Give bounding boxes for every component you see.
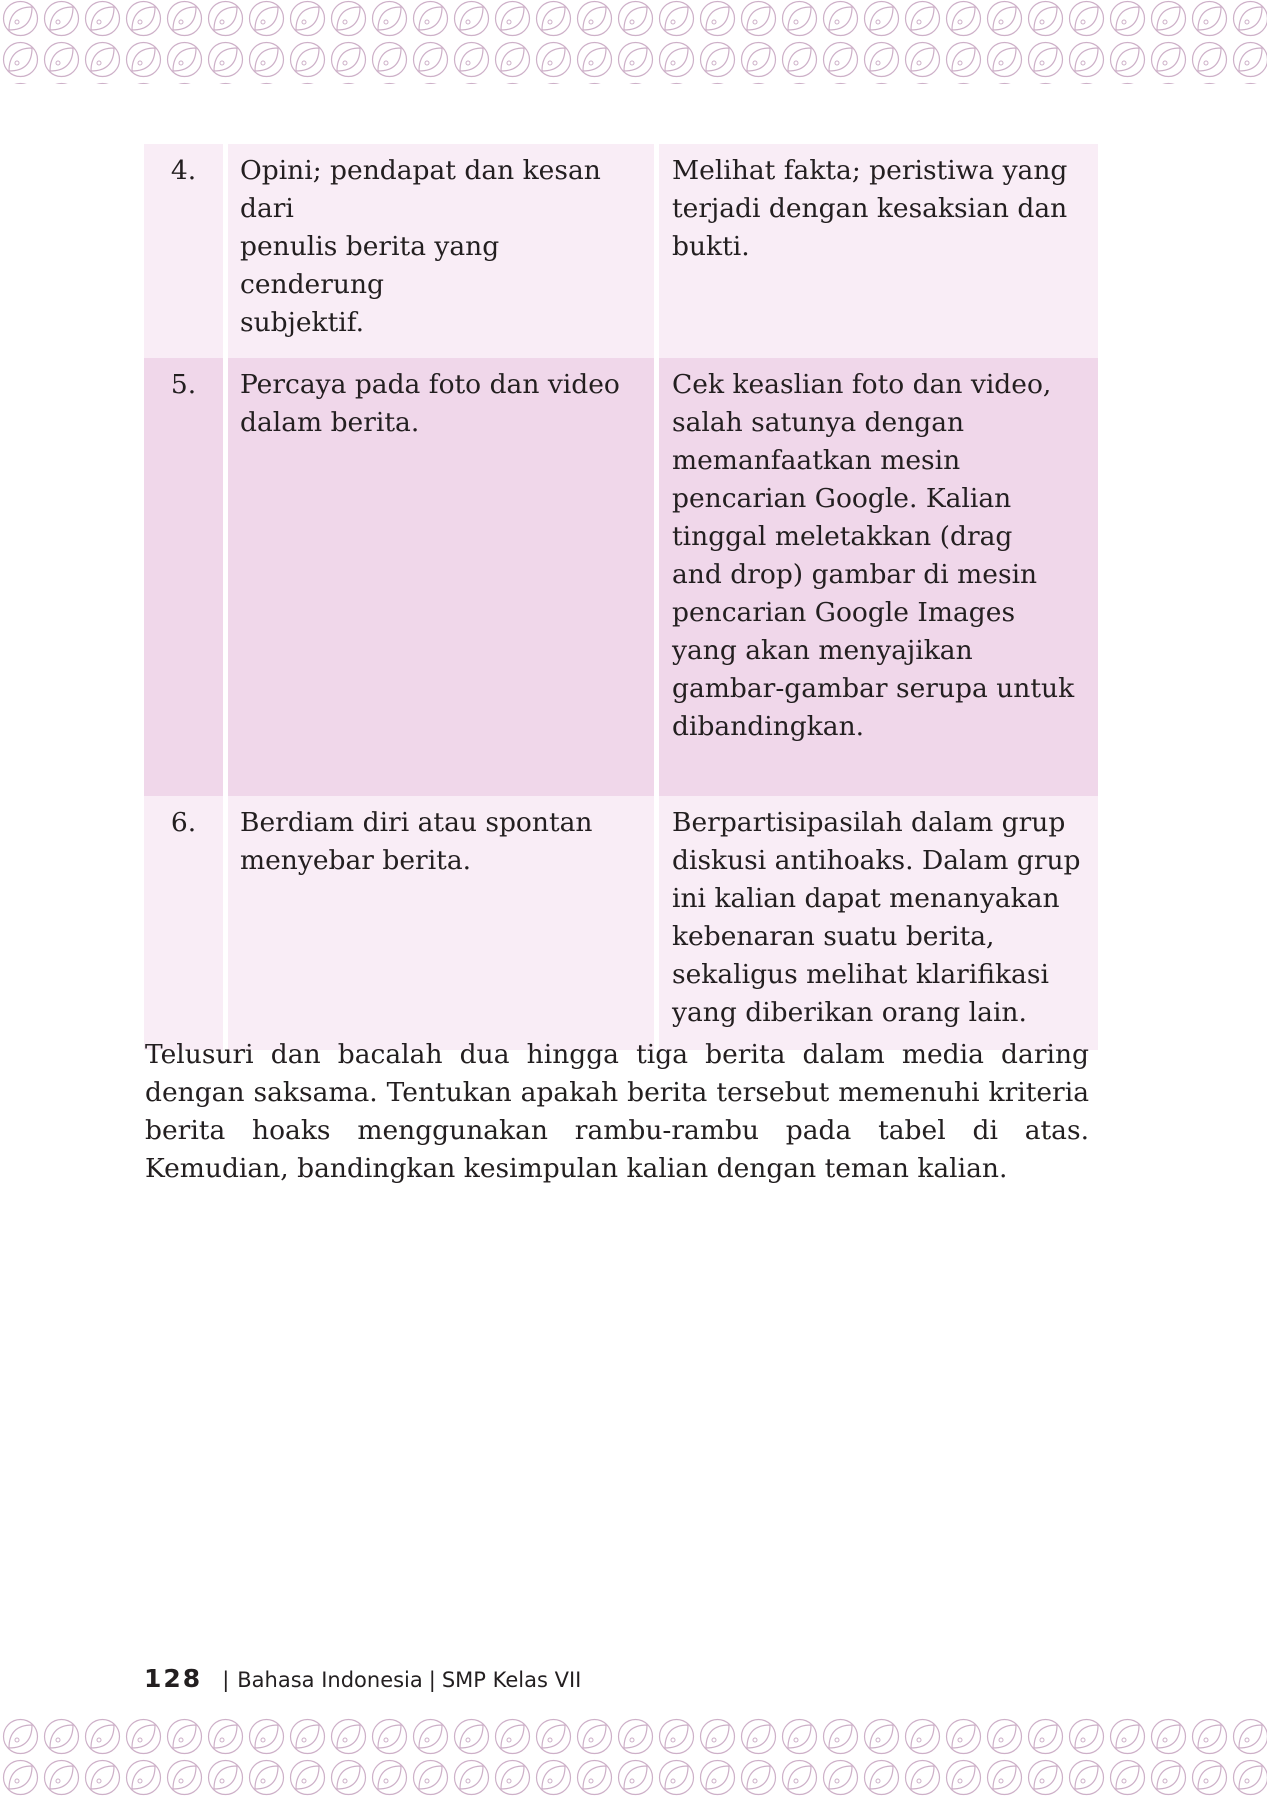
footer-separator: |: [222, 1668, 230, 1692]
decorative-pattern-top: [0, 0, 1267, 84]
footer-separator: |: [428, 1668, 436, 1692]
row-number: 6.: [144, 796, 228, 1050]
verification-cell: Cek keaslian foto dan video, salah satunya dengan memanfaatkan mesin pencarian Google. Kalian tinggal meletakkan (drag and drop) gambar di mesin pencarian Google Images yang akan menyajikan gambar-gambar serupa untuk dibandingkan.: [659, 358, 1098, 796]
instruction-paragraph: Telusuri dan bacalah dua hingga tiga berita dalam media daring dengan saksama. Tentukan apakah berita tersebut memenuhi kriteria berita hoaks menggunakan rambu-rambu pada tabel di atas. Kemudian, bandingkan kesimpulan kalian dengan teman kalian.: [145, 1039, 1089, 1184]
page-footer: [144, 1664, 581, 1693]
row-number: 5.: [144, 358, 228, 796]
table-row: [144, 358, 1098, 796]
table-row: [144, 796, 1098, 1050]
book-title: Bahasa Indonesia: [237, 1668, 423, 1692]
decorative-pattern-bottom: [0, 1716, 1267, 1800]
verification-cell: Melihat fakta; peristiwa yang terjadi dengan kesaksian dan bukti.: [659, 144, 1098, 358]
page-number: 128: [144, 1664, 203, 1693]
table-row: [144, 144, 1098, 358]
hoax-trait-cell: Opini; pendapat dan kesan dari penulis berita yang cenderung subjektif.: [228, 144, 659, 358]
hoax-trait-cell: Percaya pada foto dan video dalam berita.: [228, 358, 659, 796]
hoax-criteria-table: [144, 144, 1098, 1050]
verification-cell: Berpartisipasilah dalam grup diskusi antihoaks. Dalam grup ini kalian dapat menanyakan kebenaran suatu berita, sekaligus melihat klarifikasi yang diberikan orang lain.: [659, 796, 1098, 1050]
grade-label: SMP Kelas VII: [441, 1668, 582, 1692]
row-number: 4.: [144, 144, 228, 358]
hoax-trait-cell: Berdiam diri atau spontan menyebar berita.: [228, 796, 659, 1050]
